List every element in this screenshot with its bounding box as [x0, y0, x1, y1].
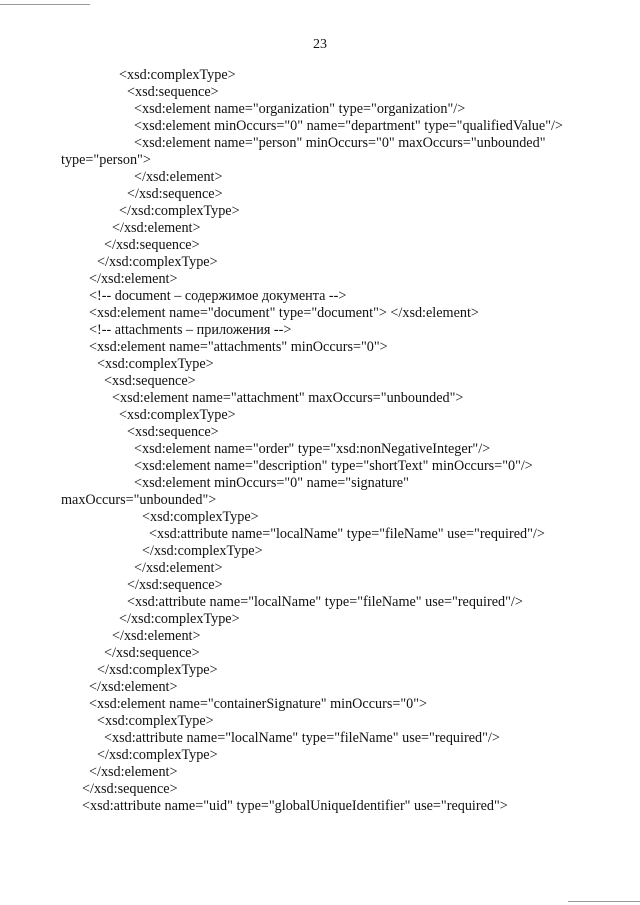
page-number: 23: [313, 37, 327, 52]
code-line: </xsd:complexType>: [97, 662, 218, 678]
code-line: </xsd:sequence>: [104, 237, 200, 253]
code-line: </xsd:complexType>: [97, 747, 218, 763]
code-line: </xsd:element>: [112, 220, 201, 236]
scan-edge-mark: [0, 4, 90, 5]
code-line: <xsd:attribute name="localName" type="fileName" use="required"/>: [104, 730, 500, 746]
code-line: </xsd:element>: [134, 169, 223, 185]
code-line: type="person">: [61, 152, 151, 168]
code-line: <xsd:element name="attachments" minOccurs="0">: [89, 339, 388, 355]
scan-edge-mark: [568, 901, 640, 902]
code-line: </xsd:complexType>: [97, 254, 218, 270]
code-line: <xsd:complexType>: [97, 356, 214, 372]
code-line: </xsd:complexType>: [142, 543, 263, 559]
code-line: </xsd:element>: [89, 679, 178, 695]
code-line: <xsd:attribute name="localName" type="fileName" use="required"/>: [127, 594, 523, 610]
code-line: <xsd:attribute name="localName" type="fileName" use="required"/>: [149, 526, 545, 542]
code-line: </xsd:sequence>: [127, 186, 223, 202]
code-line: </xsd:element>: [112, 628, 201, 644]
code-line: </xsd:complexType>: [119, 203, 240, 219]
code-line: <xsd:element name="organization" type="organization"/>: [134, 101, 466, 117]
code-line: </xsd:sequence>: [82, 781, 178, 797]
code-line: <xsd:complexType>: [119, 67, 236, 83]
code-comment-line: <!-- document – содержимое документа -->: [89, 288, 347, 304]
code-line: </xsd:element>: [134, 560, 223, 576]
code-line: <xsd:complexType>: [119, 407, 236, 423]
code-line: <xsd:element name="document" type="document"> </xsd:element>: [89, 305, 479, 321]
code-line: </xsd:sequence>: [127, 577, 223, 593]
code-line: <xsd:element name="containerSignature" minOccurs="0">: [89, 696, 428, 712]
code-line: <xsd:attribute name="uid" type="globalUniqueIdentifier" use="required">: [82, 798, 508, 814]
code-line: </xsd:element>: [89, 764, 178, 780]
code-line: <xsd:element minOccurs="0" name="department" type="qualifiedValue"/>: [134, 118, 563, 134]
code-line: </xsd:complexType>: [119, 611, 240, 627]
code-line: <xsd:sequence>: [104, 373, 196, 389]
code-line: <xsd:complexType>: [142, 509, 259, 525]
code-line: <xsd:sequence>: [127, 84, 219, 100]
code-line: maxOccurs="unbounded">: [61, 492, 217, 508]
code-line: <xsd:sequence>: [127, 424, 219, 440]
code-line: <xsd:element name="person" minOccurs="0" maxOccurs="unbounded": [134, 135, 546, 151]
code-line: <xsd:complexType>: [97, 713, 214, 729]
code-line: <xsd:element minOccurs="0" name="signature": [134, 475, 409, 491]
code-line: <xsd:element name="order" type="xsd:nonNegativeInteger"/>: [134, 441, 491, 457]
code-line: <xsd:element name="description" type="shortText" minOccurs="0"/>: [134, 458, 533, 474]
code-line: <xsd:element name="attachment" maxOccurs="unbounded">: [112, 390, 464, 406]
code-comment-line: <!-- attachments – приложения -->: [89, 322, 292, 338]
code-line: </xsd:sequence>: [104, 645, 200, 661]
code-line: </xsd:element>: [89, 271, 178, 287]
